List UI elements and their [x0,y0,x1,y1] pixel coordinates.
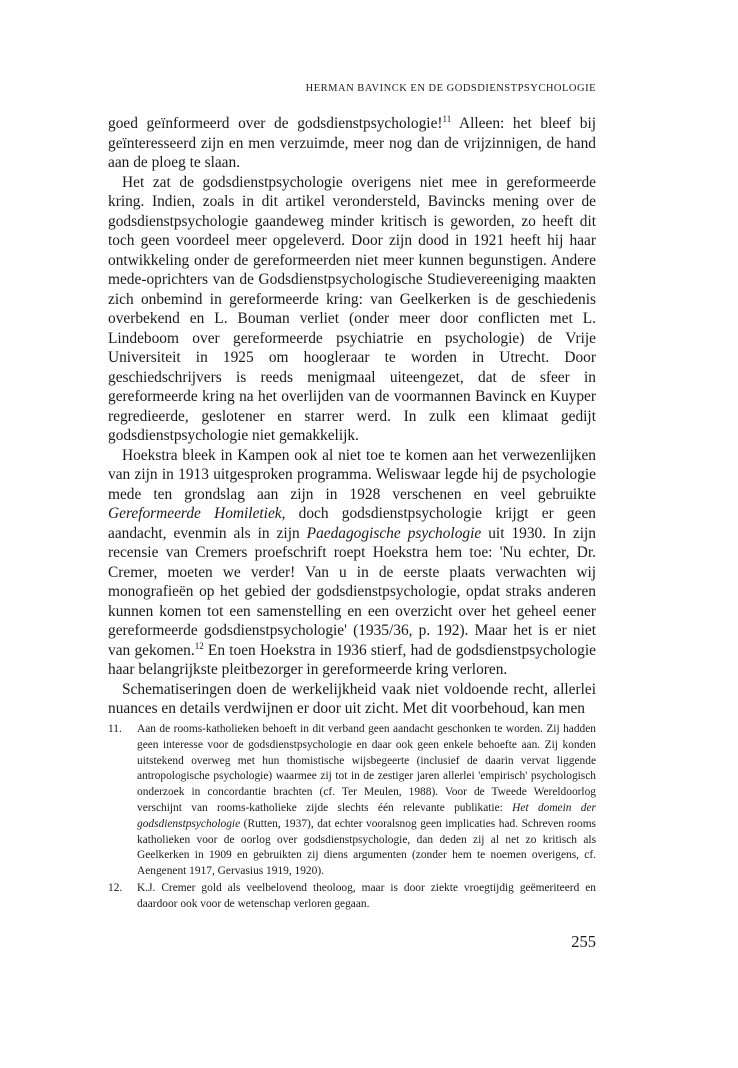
title-paedagogische-psychologie: Paedagogische psychologie [306,524,482,542]
paragraph-3-text-b: , doch godsdienstpsychologie krijgt er geen aandacht, evenmin als in zijn [108,505,596,542]
footnote-11-text-a: Aan de rooms-katholieken behoeft in dit verband geen aandacht geschonken te worden. Zij hadden geen interesse voor de godsdienstpsychologie en daar ook geen enkele behoefte aan. Zij konden uitstekend overweg met hun thomistische wijsbegeerte (inclusief de daarin vervat liggende antropologische psychologie) waarmee zij tot in de zestiger jaren allerlei 'empirisch' psychologisch onderzoek in concordantie brachten (cf. Ter Meulen, 1988). Voor de Tweede Wereldoorlog verschijnt van rooms-katholieke zijde slechts één relevante publikatie: [137,723,596,814]
body-text [108,114,596,719]
footnote-number: 11. [108,723,122,735]
title-het-domein: Het domein der godsdienstpsychologie [137,801,596,830]
paragraph-1-text: goed geïnformeerd over de godsdienstpsychologie! [108,115,443,132]
footnote-text: K.J. Cremer gold als veelbelovend theoloog, maar is door ziekte vroegtijdig geëmeriteerd en daardoor ook voor de wetenschap verloren gegaan. [137,881,596,910]
paragraph-4: Schematiseringen doen de werkelijkheid vaak niet voldoende recht, allerlei nuances en details verdwijnen er door uit zicht. Met dit voorbehoud, kan men [108,680,596,717]
title-gereformeerde-homiletiek: Gereformeerde Homiletiek [108,505,282,522]
paragraph-1-text-cont: Alleen: het bleef bij geïnteresseerd zijn en men verzuimde, meer nog dan de vrijzinnigen, de hand aan de ploeg te slaan. [108,115,596,171]
footnote-11-text-b: (Rutten, 1937), dat echter vooralsnog geen implicaties had. Schreven rooms katholieken voor de oorlog over godsdienstpsychologie, dan deden zij al net zo kritisch als Geelkerken in 1909 en gebruikten zij diens argumenten (zonder hem te noemen overigens, cf. Aengenent 1917, Gervasius 1919, 1920). [137,817,596,878]
paragraph-3-text-a: Hoekstra bleek in Kampen ook al niet toe te komen aan het verwezenlijken van zijn in 1913 uitgesproken programma. Weliswaar legde hij de psychologie mede ten grondslag aan zijn in 1928 verschenen en veel gebruikte [108,446,596,503]
footnote-ref-11: 11 [442,114,452,124]
footnotes [108,722,596,914]
paragraph-3-text-c: uit 1930. In zijn recensie van Cremers proefschrift roept Hoekstra hem toe: 'Nu echter, Dr. Cremer, moeten we verder! Van u in de eerste plaats verwachten wij monografieën op het gebied der godsdienstpsychologie, opdat straks anderen kunnen komen tot een samenstelling en een overzicht over het geheel eener gereformeerde godsdienstpsychologie' (1935/36, p. 192). Maar het is er niet van gekomen. [108,524,596,659]
paragraph-2: Het zat de godsdienstpsychologie overigens niet mee in gereformeerde kring. Indien, zoals in dit artikel verondersteld, Bavincks mening over de godsdienstpsychologie gaandeweg minder kritisch is geworden, zo heeft dit toch geen voordeel meer opgeleverd. Door zijn dood in 1921 heeft hij haar ontwikkeling onder de gereformeerden niet meer kunnen begunstigen. Andere mede-oprichters van de Godsdienstpsychologische Studievereeniging maakten zich onbemind in gereformeerde kring: van Geelkerken is de geschiedenis overbekend en L. Bouman verliet (onder meer door conflicten met L. Lindeboom over gereformeerde psychiatrie en psychologie) de Vrije Universiteit in 1925 om hoogleraar te worden in Utrecht. Door geschiedschrijvers is reeds menigmaal uiteengezet, dat de sfeer in gereformeerde kring na het overlijden van de voormannen Bavinck en Kuyper regredieerde, geslotener en starrer werd. In zulk een klimaat gedijt godsdienstpsychologie niet gemakkelijk. [108,173,596,444]
footnote-ref-12: 12 [194,640,204,651]
footnote-text [137,722,596,880]
footnote-11 [108,722,596,880]
paragraph-1 [108,114,596,173]
paragraph-3 [108,446,596,680]
footnote-number: 12. [108,881,123,894]
running-head: HERMAN BAVINCK EN DE GODSDIENSTPSYCHOLOGIE [305,83,596,94]
paragraph-3-text-d: En toen Hoekstra in 1936 stierf, had de godsdienstpsychologie haar belangrijkste pleitbezorger in gereformeerde kring verloren. [108,641,596,678]
footnote-12 [108,881,596,913]
page-number: 255 [571,932,596,951]
